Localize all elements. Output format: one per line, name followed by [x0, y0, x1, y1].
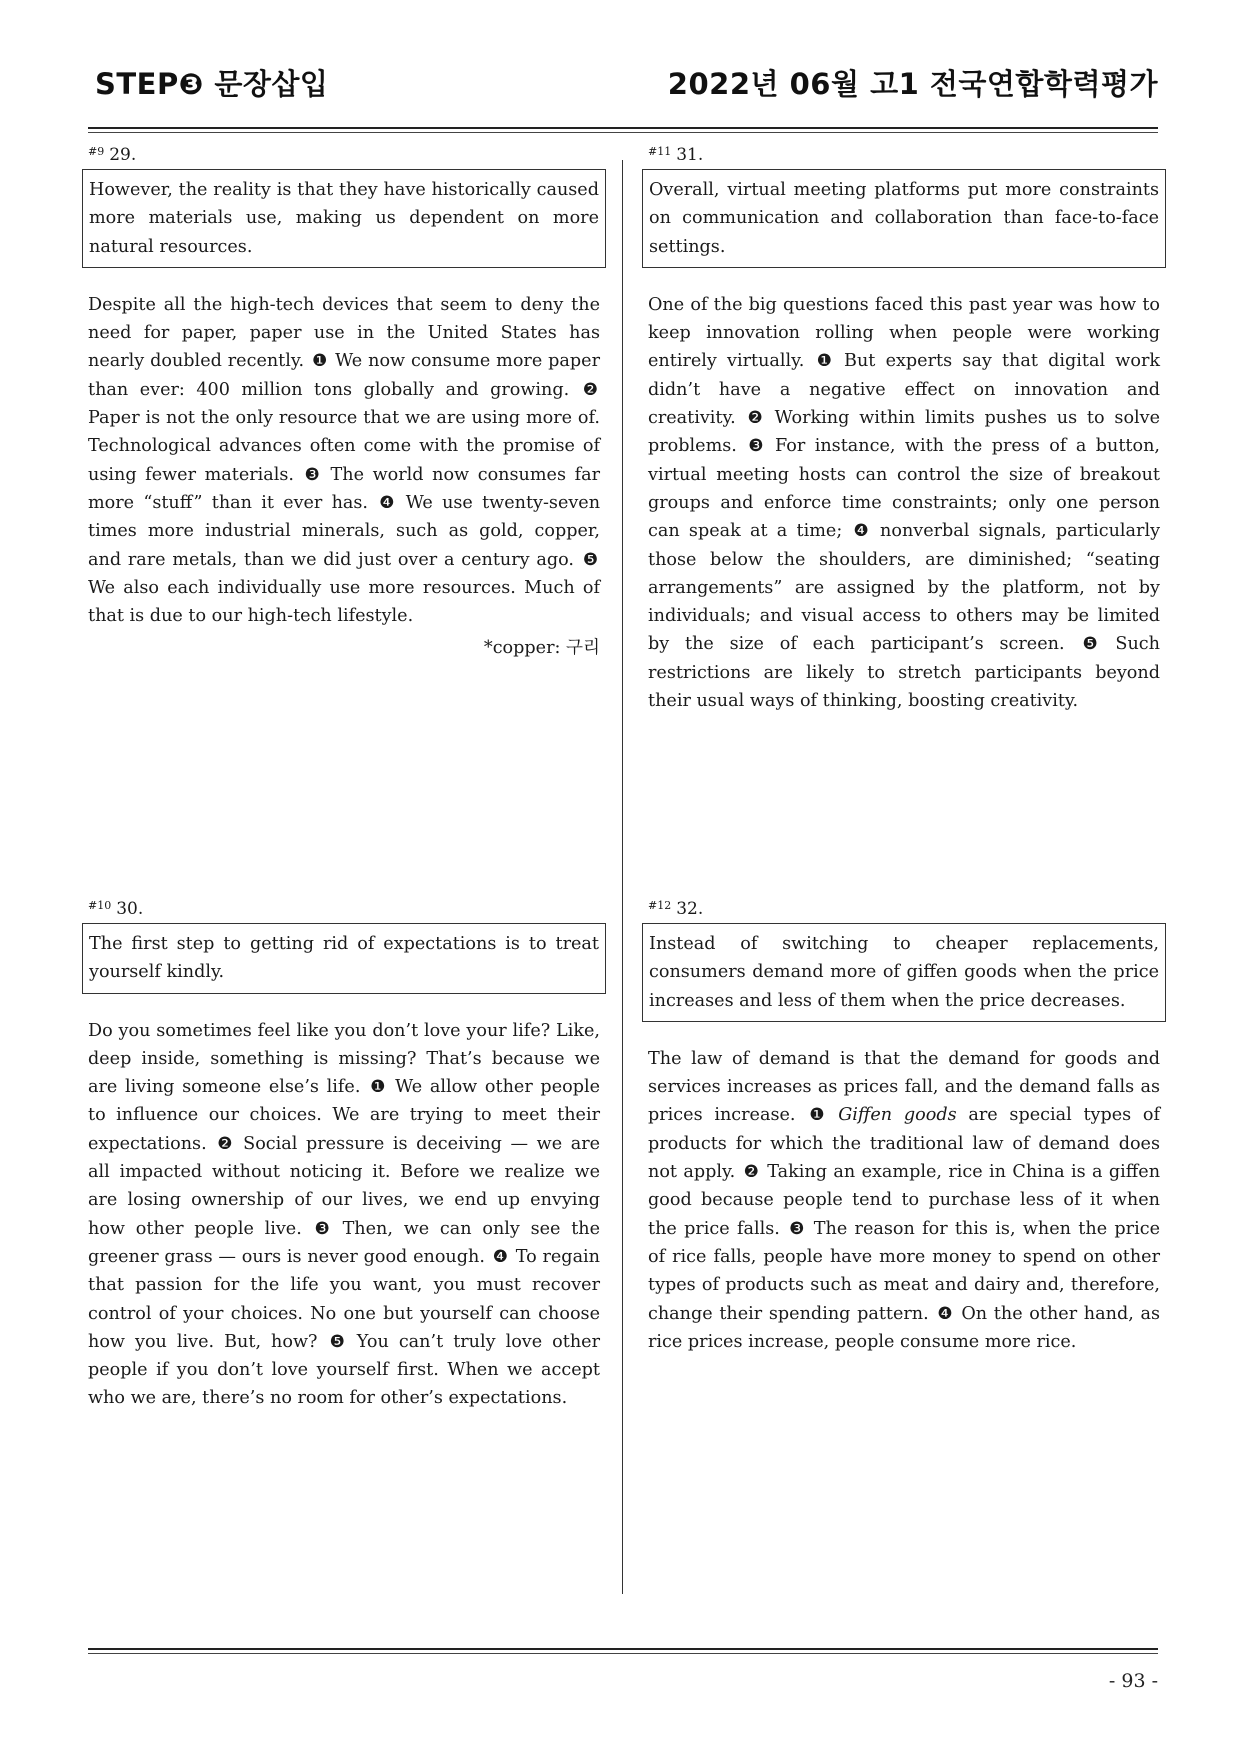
- insert-marker-5[interactable]: ❺: [582, 549, 599, 570]
- insert-marker-3[interactable]: ❸: [789, 1218, 805, 1239]
- passage: The law of demand is that the demand for goods and services increases as prices fall, and the demand falls as prices increase. ❶ Giffen goods are special types of products for which the traditional law of demand does not apply. ❷ Taking an example, rice in China is a giffen good because people tend to purchase less of it when the price falls. ❸ The reason for this is, when the price of rice falls, people have more money to spend on other types of products such as meat and dairy and, therefore, change their spending pattern. ❹ On the other hand, as rice prices increase, people consume more rice.: [648, 1048, 1161, 1352]
- footer-rule-thin: [88, 1653, 1158, 1654]
- question-32: [642, 896, 1166, 1356]
- insert-marker-5[interactable]: ❺: [1082, 634, 1098, 655]
- insert-marker-4[interactable]: ❹: [492, 1246, 508, 1267]
- insert-marker-2[interactable]: ❷: [217, 1133, 233, 1154]
- passage: Do you sometimes feel like you don’t love your life? Like, deep inside, something is missing? That’s because we are living someone else’s life. ❶ We allow other people to influence our choices. We are trying to meet their expectations. ❷ Social pressure is deceiving — we are all impacted without noticing it. Before we realize we are losing ownership of our lives, we end up envying how other people live. ❸ Then, we can only see the greener grass — ours is never good enough. ❹ To regain that passion for the life you want, you must recover control of your choices. No one but yourself can choose how you live. But, how? ❺ You can’t truly love other people if you don’t love yourself first. When we accept who we are, there’s no room for other’s expectations.: [88, 1020, 601, 1409]
- footer-rule: [88, 1648, 1158, 1650]
- question-number: $^{\#12}$ 32.: [648, 899, 704, 919]
- column-divider: [622, 160, 623, 1594]
- question-29: [82, 142, 606, 662]
- insert-marker-3[interactable]: ❸: [314, 1218, 330, 1239]
- given-sentence-box: The first step to getting rid of expectations is to treat yourself kindly.: [82, 923, 606, 994]
- footnote: *copper: 구리: [483, 638, 600, 659]
- insert-marker-2[interactable]: ❷: [747, 408, 763, 429]
- insert-marker-4[interactable]: ❹: [379, 492, 395, 513]
- given-sentence-box: However, the reality is that they have historically caused more materials use, making us dependent on more natural resources.: [82, 169, 606, 268]
- header-rule-thin: [88, 132, 1158, 133]
- insert-marker-3[interactable]: ❸: [748, 436, 764, 457]
- insert-marker-1[interactable]: ❶: [816, 351, 832, 372]
- question-31: [642, 142, 1166, 715]
- question-number: $^{\#9}$ 29.: [88, 145, 137, 165]
- page-title: STEP❸ 문장삽입: [95, 67, 329, 101]
- header-rule: [88, 127, 1158, 129]
- insert-marker-3[interactable]: ❸: [304, 464, 320, 485]
- insert-marker-1[interactable]: ❶: [809, 1105, 825, 1126]
- question-number: $^{\#11}$ 31.: [648, 145, 704, 165]
- insert-marker-4[interactable]: ❹: [937, 1303, 953, 1324]
- question-number: $^{\#10}$ 30.: [88, 899, 144, 919]
- given-sentence-box: Instead of switching to cheaper replacements, consumers demand more of giffen goods when the price increases and less of them when the price decreases.: [642, 923, 1166, 1022]
- insert-marker-4[interactable]: ❹: [853, 521, 869, 542]
- passage: Despite all the high-tech devices that seem to deny the need for paper, paper use in the United States has nearly doubled recently. ❶ We now consume more paper than ever: 400 million tons globally and growing. ❷ Paper is not the only resource that we are using more of. Technological advances often come with the promise of using fewer materials. ❸ The world now consumes far more “stuff” than it ever has. ❹ We use twenty-seven times more industrial minerals, such as gold, copper, and rare metals, than we did just over a century ago. ❺ We also each individually use more resources. Much of that is due to our high-tech lifestyle.: [88, 294, 601, 627]
- question-30: [82, 896, 606, 1413]
- passage: One of the big questions faced this past year was how to keep innovation rolling when people were working entirely virtually. ❶ But experts say that digital work didn’t have a negative effect on innovation and creativity. ❷ Working within limits pushes us to solve problems. ❸ For instance, with the press of a button, virtual meeting hosts can control the size of breakout groups and enforce time constraints; only one person can speak at a time; ❹ nonverbal signals, particularly those below the shoulders, are diminished; “seating arrangements” are assigned by the platform, not by individuals; and visual access to others may be limited by the size of each participant’s screen. ❺ Such restrictions are likely to stretch participants beyond their usual ways of thinking, boosting creativity.: [648, 294, 1161, 712]
- insert-marker-2[interactable]: ❷: [582, 379, 598, 400]
- insert-marker-5[interactable]: ❺: [329, 1331, 345, 1352]
- given-sentence-box: Overall, virtual meeting platforms put more constraints on communication and collaboration than face-to-face settings.: [642, 169, 1166, 268]
- page-number: - 93 -: [1108, 1670, 1158, 1692]
- insert-marker-2[interactable]: ❷: [743, 1162, 759, 1183]
- insert-marker-1[interactable]: ❶: [312, 351, 328, 372]
- insert-marker-1[interactable]: ❶: [370, 1077, 386, 1098]
- exam-title: 2022년 06월 고1 전국연합학력평가: [667, 67, 1158, 101]
